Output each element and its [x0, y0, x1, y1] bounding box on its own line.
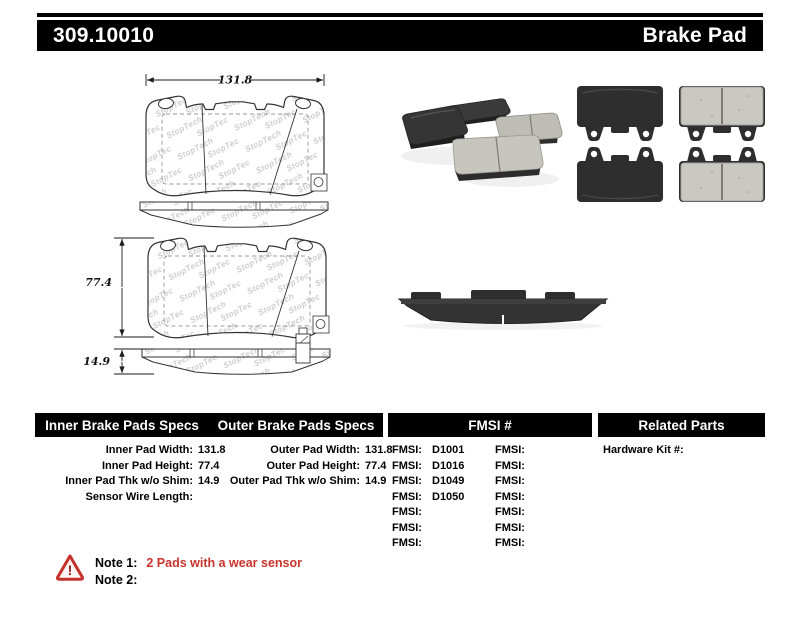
note-1-label: Note 1: — [95, 556, 138, 570]
spec-row: Sensor Wire Length: — [85, 490, 193, 503]
spec-row: Hardware Kit #: — [603, 444, 684, 456]
fmsi-row: FMSI: — [495, 490, 525, 503]
related-parts-header: Related Parts — [638, 417, 725, 433]
product-photo-edge — [393, 286, 613, 332]
pad-photo-backing-top — [577, 86, 663, 141]
spec-row: Outer Pad Thk w/o Shim: 14.9 — [229, 475, 387, 487]
fmsi-row: FMSI: — [392, 506, 422, 518]
fmsi-header: FMSI # — [468, 417, 512, 433]
fmsi-row: FMSI: — [495, 475, 525, 487]
header-bar — [37, 20, 763, 51]
related-parts-header-bar — [598, 413, 765, 437]
fmsi-row: FMSI: — [495, 444, 525, 456]
pad-photo-friction-bottom — [679, 147, 765, 202]
fmsi-row: FMSI: D1001 — [392, 444, 465, 456]
spec-row: Inner Pad Height: 77.4 — [101, 459, 220, 472]
dim-height-label: 77.4 — [85, 276, 112, 289]
fmsi-row: FMSI: — [495, 521, 525, 534]
spec-row: Outer Pad Width: 131.8 — [270, 444, 393, 456]
fmsi-row: FMSI: D1050 — [392, 490, 465, 503]
product-photo-flat — [575, 84, 767, 204]
pad-photo-friction-top — [679, 86, 765, 141]
fmsi-row: FMSI: — [495, 506, 525, 518]
pad-front-view-2 — [148, 238, 329, 338]
pad-photo-backing-bottom — [577, 147, 663, 202]
part-number: 309.10010 — [53, 23, 155, 47]
fmsi-row: FMSI: D1049 — [392, 475, 465, 487]
fmsi-header-bar — [388, 413, 592, 437]
inner-specs-header: Inner Brake Pads Specs — [45, 417, 199, 433]
wear-sensor-edge — [296, 343, 310, 363]
fmsi-row: FMSI: — [495, 537, 525, 549]
dim-width-label: 131.8 — [217, 73, 253, 87]
product-photo-perspective — [393, 82, 573, 194]
note-1 — [95, 555, 302, 571]
fmsi-row: FMSI: D1016 — [392, 459, 465, 472]
outer-specs-column — [210, 443, 410, 490]
warning-triangle-icon — [55, 553, 85, 581]
pad-front-view-1 — [146, 96, 327, 196]
note-2 — [95, 572, 146, 588]
related-parts-column — [603, 443, 768, 459]
fmsi-column-2 — [495, 443, 535, 552]
fmsi-column-1 — [392, 443, 464, 552]
fmsi-row: FMSI: — [495, 459, 525, 472]
spec-row: Inner Pad Thk w/o Shim: 14.9 — [65, 475, 220, 487]
outer-specs-header: Outer Brake Pads Specs — [217, 417, 375, 433]
note-1-text: 2 Pads with a wear sensor — [146, 556, 302, 570]
specs-header-bar — [35, 413, 383, 437]
dim-thickness-label: 14.9 — [83, 355, 110, 368]
svg-text:!: ! — [67, 562, 73, 578]
spec-row: Outer Pad Height: 77.4 — [266, 459, 387, 472]
note-2-label: Note 2: — [95, 573, 138, 587]
spec-row: Inner Pad Width: 131.8 — [105, 444, 226, 456]
fmsi-row: FMSI: — [392, 521, 422, 534]
fmsi-row: FMSI: — [392, 537, 422, 549]
header-top-rule — [37, 13, 763, 17]
technical-drawing — [60, 66, 350, 386]
product-type-title: Brake Pad — [642, 23, 747, 47]
pad-edge-view-1 — [140, 202, 328, 227]
